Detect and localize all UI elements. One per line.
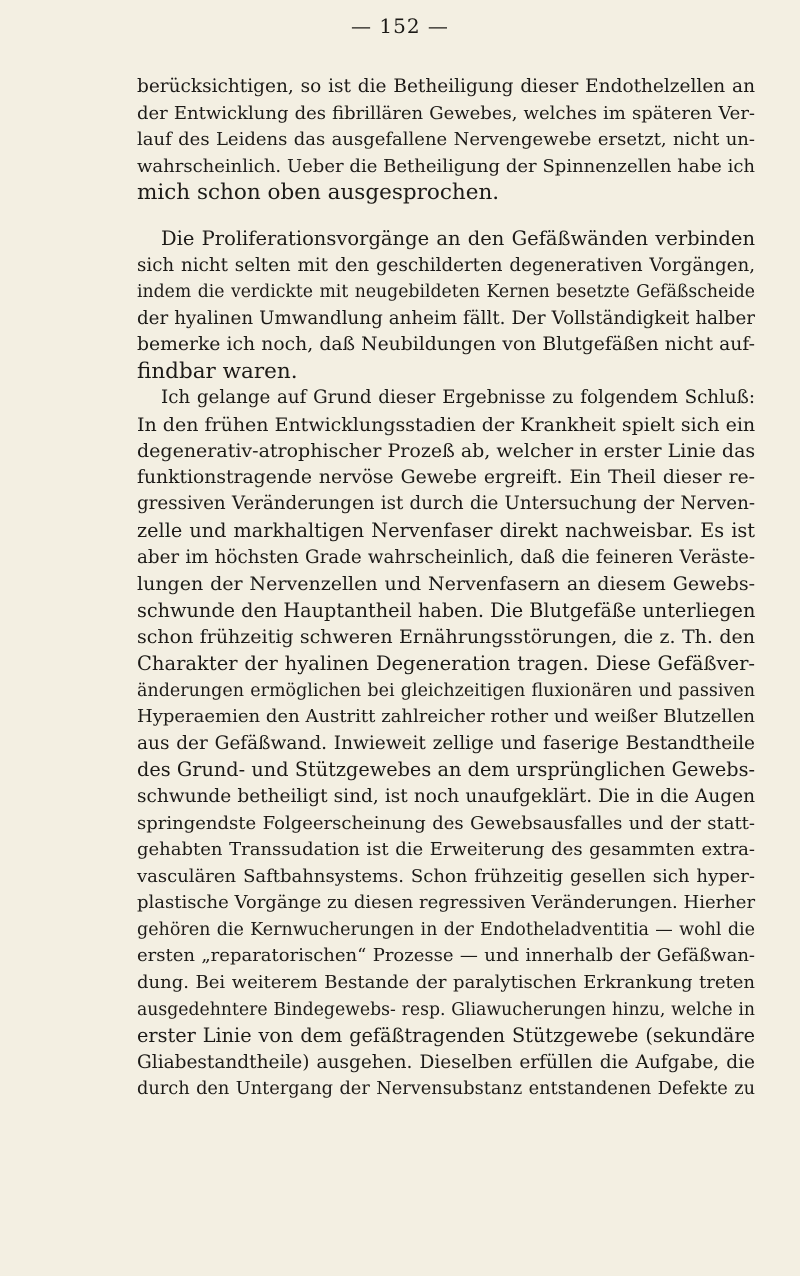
- text-line: springendste Folgeerscheinung des Gewebsausfalles und der statt-: [137, 812, 755, 834]
- text-line: mich schon oben ausgesprochen.: [137, 180, 500, 206]
- text-line: sich nicht selten mit den geschilderten degenerativen Vorgängen,: [137, 254, 755, 276]
- text-line: Hyperaemien den Austritt zahlreicher rother und weißer Blutzellen: [137, 706, 755, 728]
- text-line: Ich gelange auf Grund dieser Ergebnisse zu folgendem Schluß:: [161, 387, 755, 408]
- text-line: der Entwicklung des fibrillären Gewebes, welches im späteren Ver-: [137, 102, 755, 124]
- text-line: wahrscheinlich. Ueber die Betheiligung der Spinnenzellen habe ich: [137, 155, 755, 177]
- text-line: erster Linie von dem gefäßtragenden Stützgewebe (sekundäre: [137, 1024, 755, 1048]
- paragraph-3: [137, 385, 755, 1103]
- text-line: berücksichtigen, so ist die Betheiligung dieser Endothelzellen an: [137, 76, 755, 97]
- text-line: bemerke ich noch, daß Neubildungen von Blutgefäßen nicht auf-: [137, 334, 755, 356]
- text-line: funktionstragende nervöse Gewebe ergreift. Ein Theil dieser re-: [137, 466, 755, 488]
- text-line: zelle und markhaltigen Nervenfaser direkt nachweisbar. Es ist: [137, 518, 755, 542]
- text-line: plastische Vorgänge zu diesen regressiven Veränderungen. Hierher: [137, 892, 756, 914]
- text-line: änderungen ermöglichen bei gleichzeitigen fluxionären und passiven: [137, 680, 755, 701]
- text-line: gressiven Veränderungen ist durch die Untersuchung der Nerven-: [137, 493, 755, 515]
- text-line: Charakter der hyalinen Degeneration tragen. Diese Gefäßver-: [137, 651, 755, 675]
- text-line: lungen der Nervenzellen und Nervenfasern an diesem Gewebs-: [137, 573, 755, 596]
- text-line: schon frühzeitig schweren Ernährungsstörungen, die z. Th. den: [137, 626, 755, 649]
- text-line: Gliabestandtheile) ausgehen. Dieselben erfüllen die Aufgabe, die: [137, 1051, 755, 1073]
- text-line: ersten „reparatorischen“ Prozesse — und innerhalb der Gefäßwan-: [137, 945, 755, 967]
- text-line: gehören die Kernwucherungen in der Endotheladventitia — wohl die: [137, 919, 755, 940]
- text-line: schwunde betheiligt sind, ist noch unaufgeklärt. Die in die Augen: [137, 785, 755, 807]
- text-line: aus der Gefäßwand. Inwieweit zellige und faserige Bestandtheile: [137, 732, 755, 754]
- text-line: degenerativ-atrophischer Prozeß ab, welcher in erster Linie das: [137, 440, 756, 463]
- text-line: schwunde den Hauptantheil haben. Die Blutgefäße unterliegen: [137, 598, 756, 622]
- text-line: durch den Untergang der Nervensubstanz entstandenen Defekte zu: [137, 1079, 755, 1100]
- text-line: der hyalinen Umwandlung anheim fällt. Der Vollständigkeit halber: [137, 307, 755, 329]
- text-line: ausgedehntere Bindegewebs- resp. Gliawucherungen hinzu, welche in: [137, 999, 755, 1020]
- paragraph-2: [137, 226, 755, 386]
- text-line: des Grund- und Stützgewebes an dem ursprünglichen Gewebs-: [137, 758, 755, 782]
- text-line: vasculären Saftbahnsystems. Schon frühzeitig gesellen sich hyper-: [137, 865, 755, 887]
- text-line: indem die verdickte mit neugebildeten Kernen besetzte Gefäßscheide: [137, 282, 755, 303]
- text-line: In den frühen Entwicklungsstadien der Krankheit spielt sich ein: [137, 413, 756, 436]
- text-line: findbar waren.: [137, 358, 298, 384]
- paragraph-1: [137, 74, 755, 207]
- text-line: dung. Bei weiterem Bestande der paralytischen Erkrankung treten: [137, 972, 755, 994]
- text-line: Die Proliferationsvorgänge an den Gefäßwänden verbinden: [161, 227, 755, 250]
- text-line: aber im höchsten Grade wahrscheinlich, daß die feineren Veräste-: [137, 546, 755, 568]
- text-line: gehabten Transsudation ist die Erweiterung des gesammten extra-: [137, 839, 755, 861]
- text-line: lauf des Leidens das ausgefallene Nervengewebe ersetzt, nicht un-: [137, 129, 755, 151]
- page-number: — 152 —: [351, 14, 449, 38]
